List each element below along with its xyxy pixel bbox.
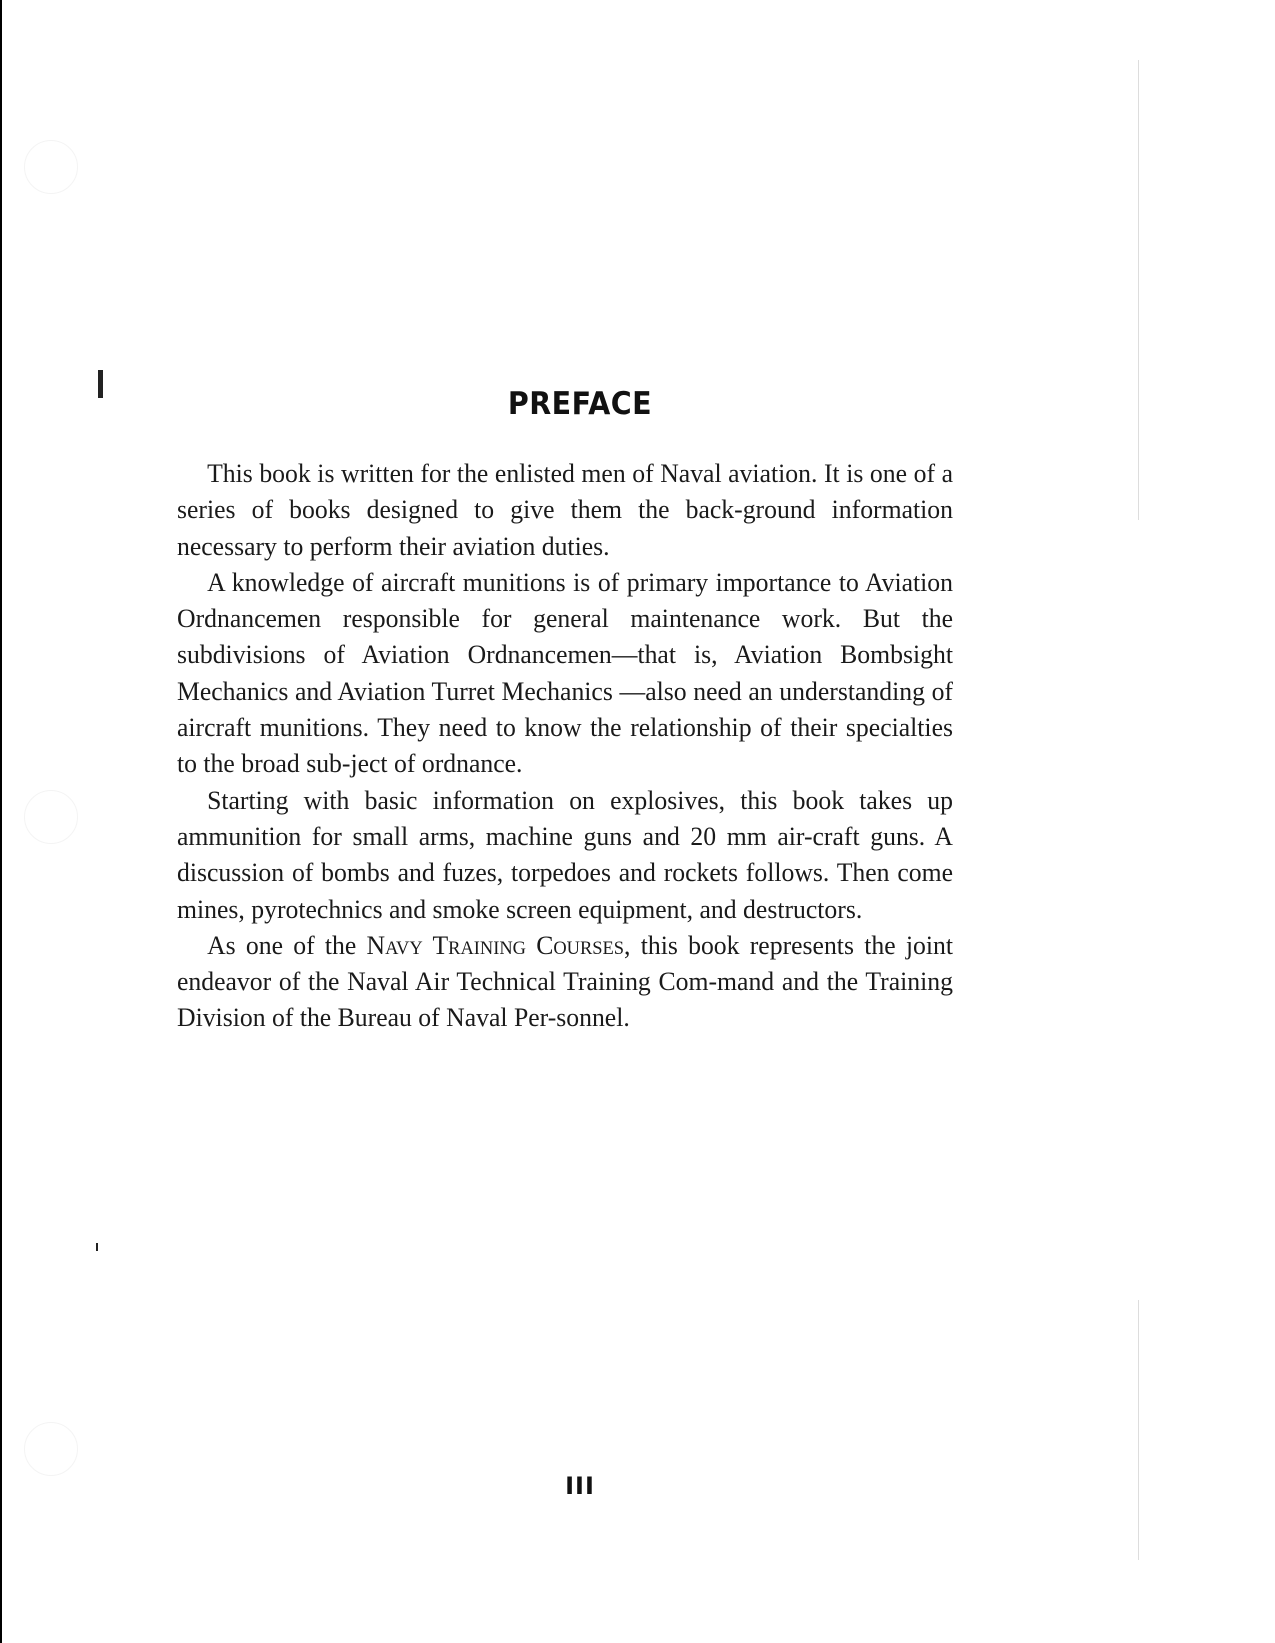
punch-hole: [24, 1422, 78, 1476]
paragraph: A knowledge of aircraft munitions is of primary importance to Aviation Ordnancemen responsible for general maintenance work. But the subdivisions of Aviation Ordnancemen—that is, Aviation Bombsight Mechanics and Aviation Turret Mechanics —also need an understanding of aircraft munitions. They need to know the relationship of their specialties to the broad sub-ject of ordnance.: [177, 566, 953, 779]
page-title: PREFACE: [507, 386, 653, 422]
scan-artifact: [96, 1243, 98, 1251]
punch-hole: [24, 790, 78, 844]
series-name: Navy Training Courses: [366, 929, 625, 960]
preface-body: [177, 455, 953, 1036]
paragraph: [177, 927, 953, 1036]
paragraph: Starting with basic information on explosives, this book takes up ammunition for small arms, machine guns and 20 mm air-craft guns. A discussion of bombs and fuzes, torpedoes and rockets follows. Then come mines, pyrotechnics and smoke screen equipment, and destructors.: [177, 784, 953, 924]
scan-edge: [0, 0, 2, 1643]
scan-artifact: [1138, 60, 1139, 520]
punch-hole: [24, 140, 78, 194]
page-number: III: [565, 1472, 595, 1500]
paragraph: This book is written for the enlisted men of Naval aviation. It is one of a series of books designed to give them the back-ground information necessary to perform their aviation duties.: [177, 458, 953, 561]
paragraph-text: As one of the: [207, 929, 367, 960]
paragraph-text: , this book represents the joint endeavor of the Naval Air Technical Training Com-mand and the Training Division of the Bureau of Naval Per-sonnel.: [177, 929, 953, 1033]
scan-artifact: [1138, 1300, 1139, 1560]
